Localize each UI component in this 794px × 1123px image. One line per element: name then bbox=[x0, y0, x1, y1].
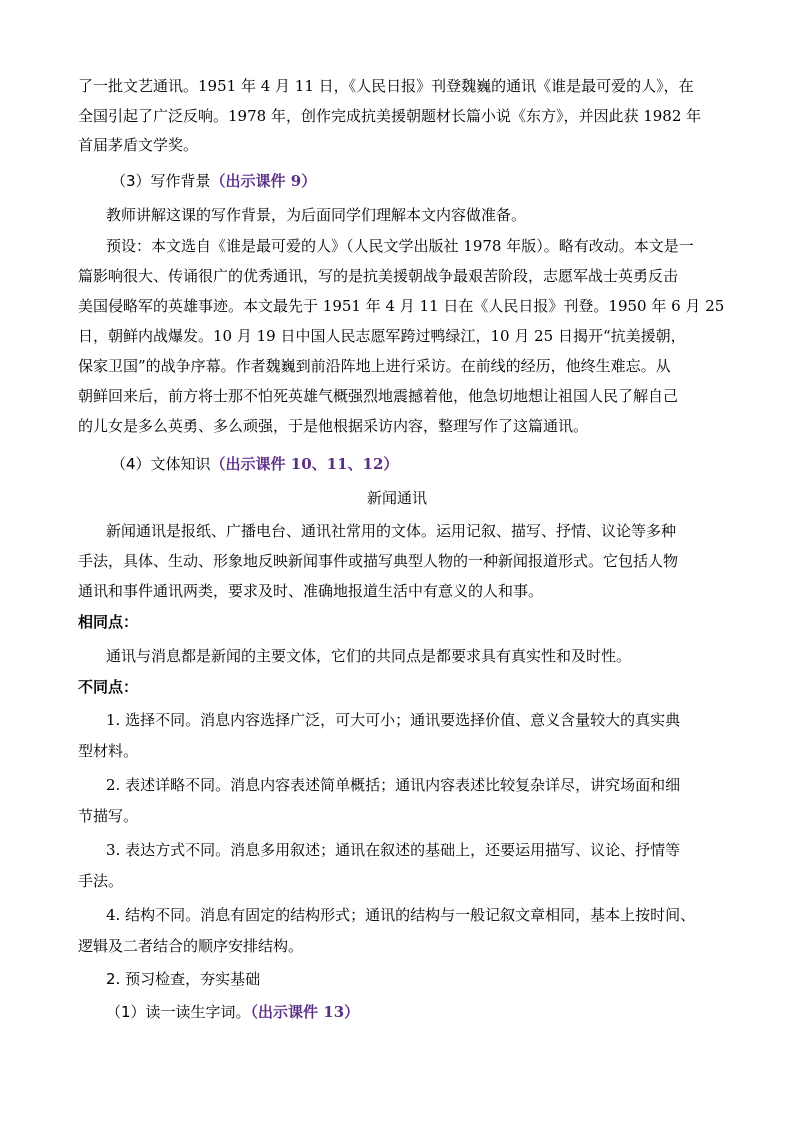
step-2-heading: 2. 预习检查，夯实基础 bbox=[106, 970, 261, 988]
diff-item-4-line-1: 4. 结构不同。消息有固定的结构形式；通讯的结构与一般记叙文章相同，基本上按时间、 bbox=[106, 906, 696, 924]
read-new-words: （1）读一读生字词。 bbox=[106, 1003, 251, 1021]
same-points-label: 相同点： bbox=[78, 613, 139, 631]
preset-line-4: 日，朝鲜内战爆发。10 月 19 日中国人民志愿军跨过鸭绿江，10 月 25 日揭开“抗美援朝， bbox=[78, 327, 686, 345]
courseware-ref-13: （出示课件 13） bbox=[250, 1003, 360, 1021]
teacher-note: 教师讲解这课的写作背景，为后面同学们理解本文内容做准备。 bbox=[106, 206, 527, 224]
genre-subtitle: 新闻通讯 bbox=[366, 489, 427, 507]
diff-item-4-line-2: 逻辑及二者结合的顺序安排结构。 bbox=[78, 937, 304, 955]
preset-line-1: 预设：本文选自《谁是最可爱的人》（人民文学出版社 1978 年版）。略有改动。本文是一 bbox=[106, 237, 694, 255]
diff-item-2-line-1: 2. 表述详略不同。消息内容表述简单概括；通讯内容表述比较复杂详尽，讲究场面和细 bbox=[106, 776, 681, 794]
courseware-ref-9: （出示课件 9） bbox=[210, 172, 317, 190]
diff-item-3-line-2: 手法。 bbox=[78, 872, 124, 890]
preset-line-6: 朝鲜回来后，前方将士那不怕死英雄气概强烈地震撼着他，他急切地想让祖国人民了解自己 bbox=[78, 387, 679, 405]
diff-item-2-line-2: 节描写。 bbox=[78, 807, 139, 825]
preset-line-5: 保家卫国”的战争序幕。作者魏巍到前沿阵地上进行采访。在前线的经历，他终生难忘。从 bbox=[78, 357, 671, 375]
preset-line-7: 的儿女是多么英勇、多么顽强，于是他根据采访内容，整理写作了这篇通讯。 bbox=[78, 417, 589, 435]
courseware-ref-10-12: （出示课件 10、11、12） bbox=[210, 455, 399, 473]
preset-line-2: 篇影响很大、传诵很广的优秀通讯，写的是抗美援朝战争最艰苦阶段，志愿军战士英勇反击 bbox=[78, 267, 679, 285]
diff-item-1-line-2: 型材料。 bbox=[78, 742, 139, 760]
definition-line-2: 手法，具体、生动、形象地反映新闻事件或描写典型人物的一种新闻报道形式。它包括人物 bbox=[78, 552, 679, 570]
diff-item-1-line-1: 1. 选择不同。消息内容选择广泛，可大可小；通讯要选择价值、意义含量较大的真实典 bbox=[106, 711, 681, 729]
preset-line-3: 美国侵略军的英雄事迹。本文最先于 1951 年 4 月 11 日在《人民日报》刊登。1950 年 6 月 25 bbox=[78, 297, 725, 315]
section-4-heading bbox=[111, 453, 398, 475]
step-2-sub-1 bbox=[106, 1001, 359, 1023]
diff-item-3-line-1: 3. 表达方式不同。消息多用叙述；通讯在叙述的基础上，还要运用描写、议论、抒情等 bbox=[106, 841, 681, 859]
section-3-title: （3）写作背景 bbox=[111, 172, 211, 190]
definition-line-3: 通讯和事件通讯两类，要求及时、准确地报道生活中有意义的人和事。 bbox=[78, 582, 544, 600]
intro-line-2: 全国引起了广泛反响。1978 年，创作完成抗美援朝题材长篇小说《东方》，并因此获 1982 年 bbox=[78, 107, 702, 125]
same-points-text: 通讯与消息都是新闻的主要文体，它们的共同点是都要求具有真实性和及时性。 bbox=[106, 647, 632, 665]
intro-line-3: 首届茅盾文学奖。 bbox=[78, 136, 199, 154]
diff-points-label: 不同点： bbox=[78, 678, 139, 696]
intro-line-1: 了一批文艺通讯。1951 年 4 月 11 日，《人民日报》刊登魏巍的通讯《谁是最可爱的人》，在 bbox=[78, 77, 694, 95]
section-3-heading bbox=[111, 170, 316, 192]
section-4-title: （4）文体知识 bbox=[111, 455, 211, 473]
definition-line-1: 新闻通讯是报纸、广播电台、通讯社常用的文体。运用记叙、描写、抒情、议论等多种 bbox=[106, 522, 677, 540]
